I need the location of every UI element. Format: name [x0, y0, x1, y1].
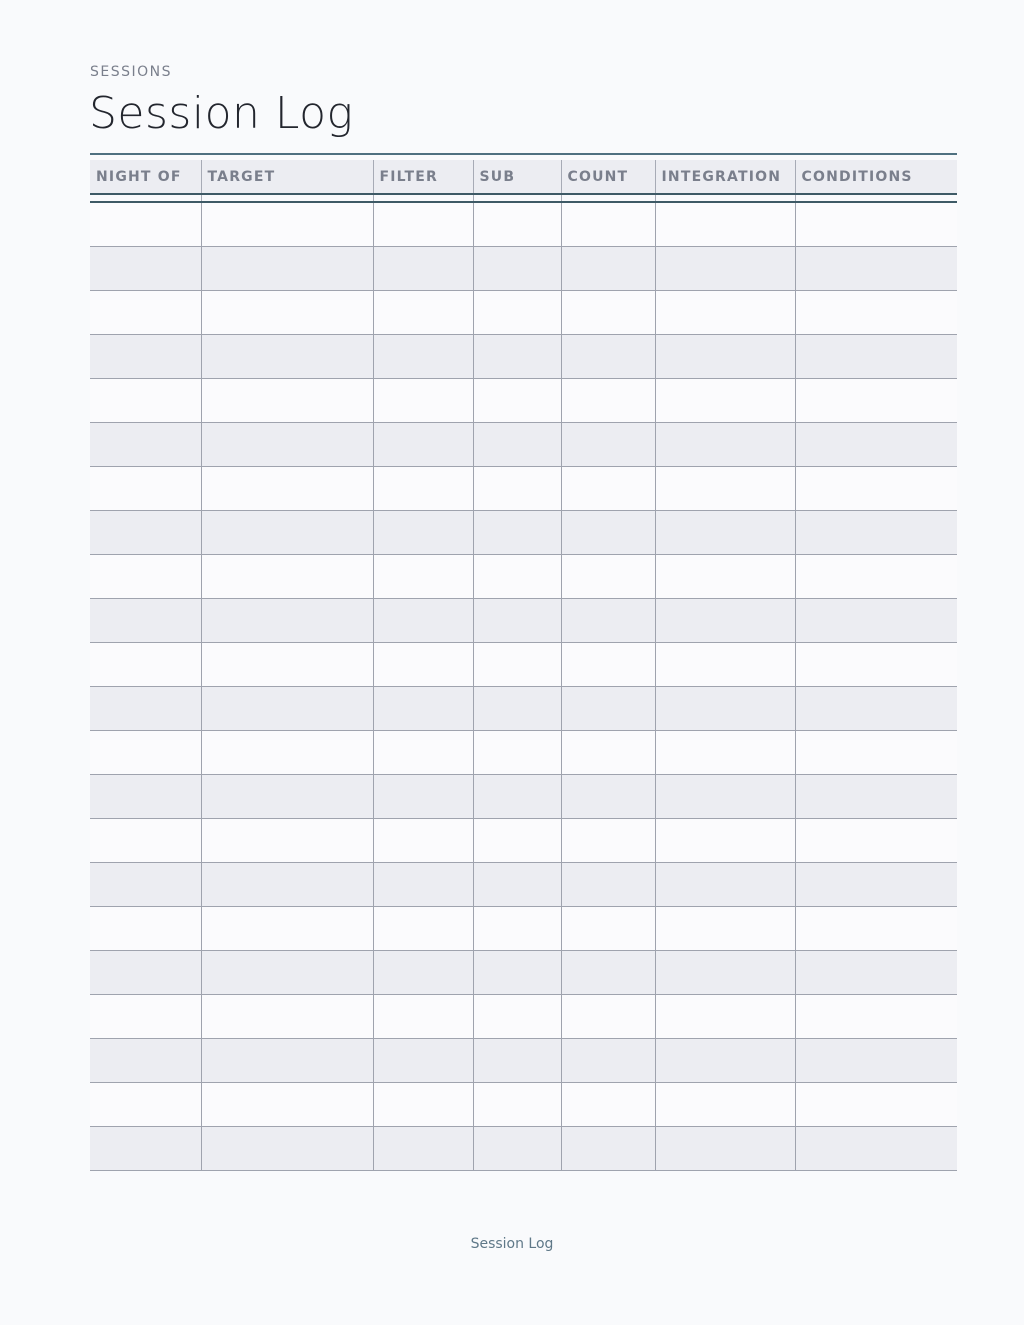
- cell-filter: [373, 378, 473, 422]
- table-row: [90, 994, 957, 1038]
- cell-night-of: [90, 246, 201, 290]
- cell-filter: [373, 730, 473, 774]
- cell-target: [201, 290, 373, 334]
- cell-filter: [373, 422, 473, 466]
- column-header-integration: INTEGRATION: [655, 160, 795, 194]
- cell-target: [201, 378, 373, 422]
- cell-target: [201, 202, 373, 246]
- cell-integration: [655, 1082, 795, 1126]
- cell-filter: [373, 466, 473, 510]
- cell-count: [561, 466, 655, 510]
- cell-count: [561, 1126, 655, 1170]
- cell-count: [561, 906, 655, 950]
- cell-sub: [473, 642, 561, 686]
- cell-target: [201, 554, 373, 598]
- cell-integration: [655, 466, 795, 510]
- cell-filter: [373, 290, 473, 334]
- cell-target: [201, 1126, 373, 1170]
- cell-target: [201, 818, 373, 862]
- table-row: [90, 378, 957, 422]
- column-header-count: COUNT: [561, 160, 655, 194]
- cell-sub: [473, 290, 561, 334]
- cell-count: [561, 1038, 655, 1082]
- cell-sub: [473, 1038, 561, 1082]
- cell-conditions: [795, 994, 957, 1038]
- cell-night-of: [90, 642, 201, 686]
- session-log-table: [90, 160, 957, 1171]
- table-row: [90, 1038, 957, 1082]
- cell-target: [201, 1038, 373, 1082]
- cell-integration: [655, 422, 795, 466]
- cell-sub: [473, 950, 561, 994]
- cell-night-of: [90, 554, 201, 598]
- table-row: [90, 554, 957, 598]
- header-spacer: [90, 194, 957, 202]
- cell-integration: [655, 906, 795, 950]
- cell-conditions: [795, 642, 957, 686]
- cell-count: [561, 774, 655, 818]
- cell-count: [561, 642, 655, 686]
- cell-integration: [655, 246, 795, 290]
- cell-target: [201, 906, 373, 950]
- cell-target: [201, 246, 373, 290]
- header-row: [90, 160, 957, 194]
- cell-count: [561, 862, 655, 906]
- cell-sub: [473, 906, 561, 950]
- cell-count: [561, 598, 655, 642]
- cell-target: [201, 510, 373, 554]
- cell-integration: [655, 598, 795, 642]
- table-row: [90, 906, 957, 950]
- cell-integration: [655, 202, 795, 246]
- table-row: [90, 862, 957, 906]
- table-row: [90, 774, 957, 818]
- cell-filter: [373, 1126, 473, 1170]
- cell-target: [201, 862, 373, 906]
- cell-night-of: [90, 686, 201, 730]
- cell-filter: [373, 1038, 473, 1082]
- cell-integration: [655, 378, 795, 422]
- page-footer: Session Log: [470, 1236, 554, 1252]
- table-row: [90, 202, 957, 246]
- cell-night-of: [90, 994, 201, 1038]
- cell-target: [201, 730, 373, 774]
- cell-filter: [373, 862, 473, 906]
- cell-conditions: [795, 686, 957, 730]
- cell-filter: [373, 510, 473, 554]
- cell-sub: [473, 246, 561, 290]
- cell-filter: [373, 554, 473, 598]
- cell-sub: [473, 334, 561, 378]
- cell-sub: [473, 378, 561, 422]
- cell-count: [561, 818, 655, 862]
- cell-sub: [473, 818, 561, 862]
- cell-conditions: [795, 862, 957, 906]
- cell-count: [561, 510, 655, 554]
- cell-conditions: [795, 466, 957, 510]
- cell-sub: [473, 730, 561, 774]
- cell-count: [561, 950, 655, 994]
- table-row: [90, 598, 957, 642]
- table-row: [90, 466, 957, 510]
- cell-target: [201, 334, 373, 378]
- table-row: [90, 290, 957, 334]
- table-row: [90, 422, 957, 466]
- table-row: [90, 730, 957, 774]
- cell-conditions: [795, 950, 957, 994]
- cell-conditions: [795, 246, 957, 290]
- cell-target: [201, 642, 373, 686]
- column-header-sub: SUB: [473, 160, 561, 194]
- cell-night-of: [90, 202, 201, 246]
- cell-integration: [655, 290, 795, 334]
- cell-count: [561, 202, 655, 246]
- cell-integration: [655, 642, 795, 686]
- cell-filter: [373, 906, 473, 950]
- table-header: [90, 160, 957, 202]
- cell-target: [201, 1082, 373, 1126]
- column-header-night-of: NIGHT OF: [90, 160, 201, 194]
- cell-count: [561, 378, 655, 422]
- cell-conditions: [795, 774, 957, 818]
- cell-integration: [655, 334, 795, 378]
- cell-filter: [373, 818, 473, 862]
- cell-night-of: [90, 1038, 201, 1082]
- cell-sub: [473, 598, 561, 642]
- table-row: [90, 818, 957, 862]
- cell-night-of: [90, 598, 201, 642]
- cell-target: [201, 466, 373, 510]
- cell-conditions: [795, 818, 957, 862]
- cell-filter: [373, 686, 473, 730]
- cell-integration: [655, 818, 795, 862]
- cell-count: [561, 334, 655, 378]
- cell-target: [201, 686, 373, 730]
- table-row: [90, 334, 957, 378]
- column-header-filter: FILTER: [373, 160, 473, 194]
- cell-conditions: [795, 290, 957, 334]
- cell-integration: [655, 686, 795, 730]
- cell-count: [561, 686, 655, 730]
- cell-night-of: [90, 862, 201, 906]
- section-eyebrow: SESSIONS: [90, 64, 173, 80]
- cell-filter: [373, 950, 473, 994]
- cell-conditions: [795, 1082, 957, 1126]
- page-title: Session Log: [89, 88, 354, 139]
- cell-filter: [373, 202, 473, 246]
- cell-sub: [473, 202, 561, 246]
- cell-sub: [473, 554, 561, 598]
- cell-night-of: [90, 1126, 201, 1170]
- cell-conditions: [795, 598, 957, 642]
- cell-filter: [373, 598, 473, 642]
- cell-count: [561, 290, 655, 334]
- cell-night-of: [90, 422, 201, 466]
- cell-sub: [473, 994, 561, 1038]
- cell-integration: [655, 730, 795, 774]
- cell-integration: [655, 862, 795, 906]
- cell-night-of: [90, 906, 201, 950]
- cell-integration: [655, 510, 795, 554]
- cell-integration: [655, 994, 795, 1038]
- cell-conditions: [795, 730, 957, 774]
- cell-conditions: [795, 1038, 957, 1082]
- table-row: [90, 686, 957, 730]
- cell-sub: [473, 862, 561, 906]
- cell-night-of: [90, 466, 201, 510]
- cell-integration: [655, 950, 795, 994]
- cell-night-of: [90, 730, 201, 774]
- cell-conditions: [795, 334, 957, 378]
- cell-integration: [655, 1038, 795, 1082]
- table-row: [90, 246, 957, 290]
- cell-sub: [473, 422, 561, 466]
- cell-conditions: [795, 378, 957, 422]
- table-body: [90, 202, 957, 1170]
- cell-count: [561, 1082, 655, 1126]
- cell-target: [201, 950, 373, 994]
- cell-night-of: [90, 774, 201, 818]
- cell-integration: [655, 1126, 795, 1170]
- cell-filter: [373, 774, 473, 818]
- title-divider: [90, 153, 957, 155]
- cell-night-of: [90, 378, 201, 422]
- cell-filter: [373, 642, 473, 686]
- cell-night-of: [90, 818, 201, 862]
- column-header-conditions: CONDITIONS: [795, 160, 957, 194]
- cell-night-of: [90, 290, 201, 334]
- cell-sub: [473, 1082, 561, 1126]
- table-row: [90, 1126, 957, 1170]
- cell-sub: [473, 774, 561, 818]
- cell-night-of: [90, 1082, 201, 1126]
- cell-integration: [655, 554, 795, 598]
- cell-count: [561, 246, 655, 290]
- table-row: [90, 510, 957, 554]
- cell-filter: [373, 994, 473, 1038]
- cell-night-of: [90, 334, 201, 378]
- cell-count: [561, 422, 655, 466]
- cell-count: [561, 554, 655, 598]
- cell-conditions: [795, 510, 957, 554]
- cell-filter: [373, 334, 473, 378]
- cell-target: [201, 598, 373, 642]
- cell-sub: [473, 466, 561, 510]
- cell-sub: [473, 1126, 561, 1170]
- cell-filter: [373, 246, 473, 290]
- cell-integration: [655, 774, 795, 818]
- cell-count: [561, 994, 655, 1038]
- cell-conditions: [795, 422, 957, 466]
- cell-night-of: [90, 950, 201, 994]
- cell-sub: [473, 686, 561, 730]
- column-header-target: TARGET: [201, 160, 373, 194]
- cell-conditions: [795, 202, 957, 246]
- table-row: [90, 1082, 957, 1126]
- cell-conditions: [795, 1126, 957, 1170]
- cell-target: [201, 774, 373, 818]
- cell-target: [201, 994, 373, 1038]
- cell-sub: [473, 510, 561, 554]
- cell-conditions: [795, 906, 957, 950]
- cell-night-of: [90, 510, 201, 554]
- cell-count: [561, 730, 655, 774]
- table-row: [90, 950, 957, 994]
- cell-target: [201, 422, 373, 466]
- cell-filter: [373, 1082, 473, 1126]
- cell-conditions: [795, 554, 957, 598]
- table-row: [90, 642, 957, 686]
